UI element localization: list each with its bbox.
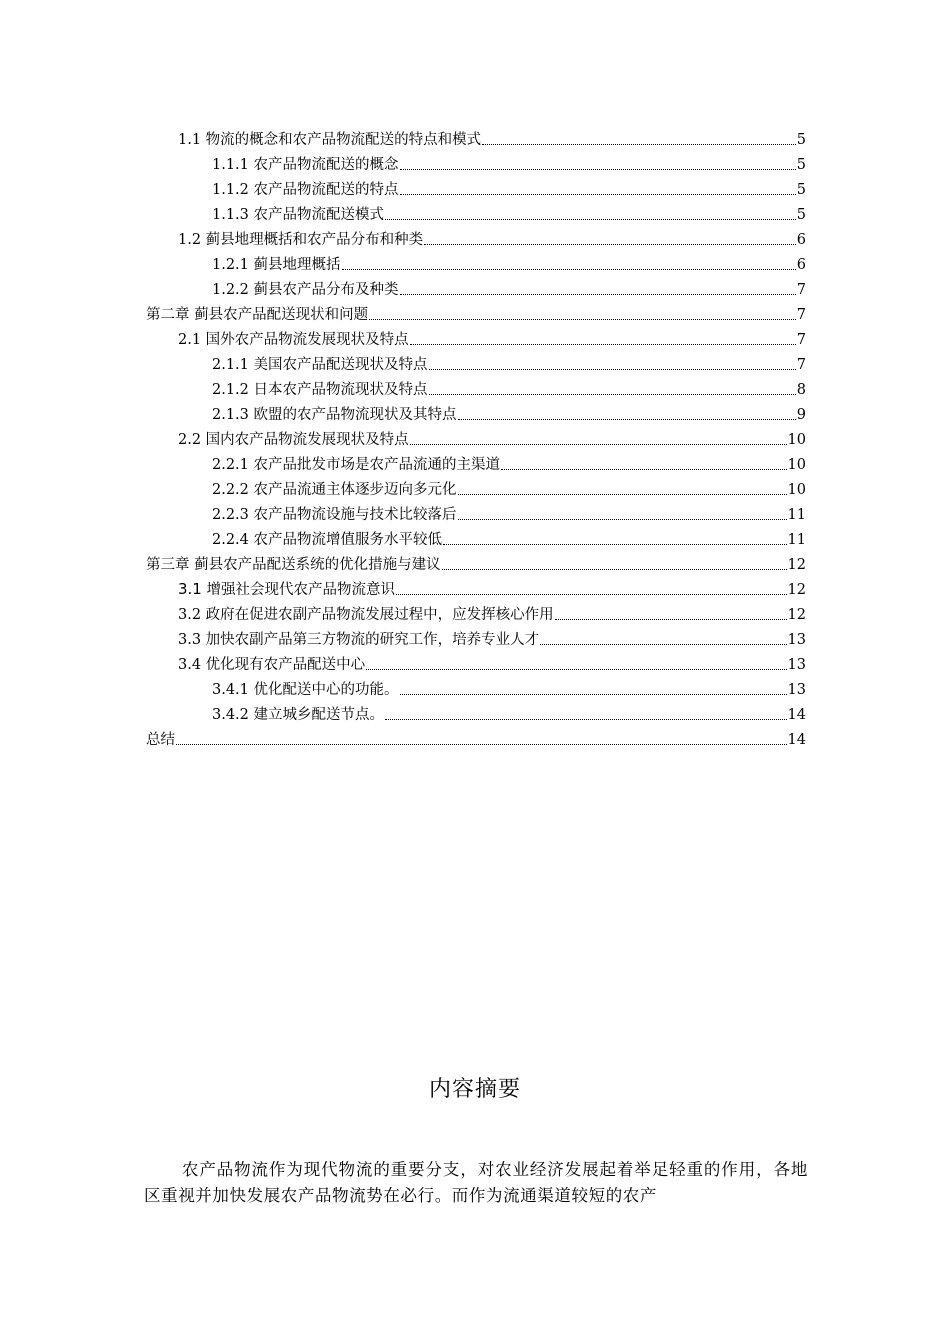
- toc-entry-title: 2.2.3 农产品物流设施与技术比较落后: [212, 507, 457, 523]
- toc-dot-leader: [385, 718, 787, 720]
- toc-page-number: 13: [787, 632, 806, 648]
- toc-entry[interactable]: [0, 574, 950, 599]
- toc-page-number: 11: [787, 507, 806, 523]
- toc-dot-leader: [458, 518, 787, 520]
- toc-entry[interactable]: [0, 399, 950, 424]
- toc-dot-leader: [385, 218, 796, 220]
- toc-page-number: 10: [787, 457, 806, 473]
- toc-dot-leader: [396, 593, 787, 595]
- toc-entry[interactable]: [0, 174, 950, 199]
- toc-page-number: 14: [787, 732, 806, 748]
- toc-page-number: 5: [796, 182, 806, 198]
- toc-entry-line: [212, 681, 950, 699]
- toc-entry[interactable]: [0, 674, 950, 699]
- toc-entry-title: 2.1.2 日本农产品物流现状及特点: [212, 382, 428, 398]
- toc-entry-title: 2.1.1 美国农产品配送现状及特点: [212, 357, 428, 373]
- toc-entry[interactable]: [0, 124, 950, 149]
- toc-entry-line: [178, 656, 950, 674]
- toc-entry-line: [178, 331, 950, 349]
- toc-entry[interactable]: [0, 224, 950, 249]
- toc-entry-line: [212, 156, 950, 174]
- toc-entry[interactable]: [0, 374, 950, 399]
- toc-dot-leader: [366, 668, 786, 670]
- toc-page-number: 9: [796, 407, 806, 423]
- toc-entry[interactable]: [0, 599, 950, 624]
- toc-page-number: 7: [796, 307, 806, 323]
- toc-entry[interactable]: [0, 549, 950, 574]
- toc-entry[interactable]: [0, 249, 950, 274]
- toc-dot-leader: [400, 193, 796, 195]
- toc-entry-title: 1.1.2 农产品物流配送的特点: [212, 182, 399, 198]
- toc-entry-title: 1.2.1 蓟县地理概括: [212, 257, 341, 273]
- toc-page-number: 13: [787, 657, 806, 673]
- toc-dot-leader: [555, 618, 787, 620]
- toc-entry-line: [146, 556, 950, 574]
- toc-page-number: 5: [796, 132, 806, 148]
- toc-entry[interactable]: [0, 499, 950, 524]
- toc-dot-leader: [424, 243, 796, 245]
- toc-entry[interactable]: [0, 349, 950, 374]
- toc-entry-line: [212, 381, 950, 399]
- toc-entry-title: 2.2.1 农产品批发市场是农产品流通的主渠道: [212, 457, 501, 473]
- toc-page-number: 6: [796, 257, 806, 273]
- toc-entry[interactable]: [0, 699, 950, 724]
- toc-entry[interactable]: [0, 149, 950, 174]
- abstract-body: [144, 1157, 808, 1209]
- toc-entry-title: 第二章 蓟县农产品配送现状和问题: [146, 307, 369, 323]
- toc-entry-title: 第三章 蓟县农产品配送系统的优化措施与建议: [146, 557, 441, 573]
- toc-entry-title: 1.2.2 蓟县农产品分布及种类: [212, 282, 399, 298]
- toc-entry[interactable]: [0, 274, 950, 299]
- toc-dot-leader: [458, 418, 796, 420]
- toc-entry[interactable]: [0, 424, 950, 449]
- toc-entry-title: 2.1 国外农产品物流发展现状及特点: [178, 332, 409, 348]
- toc-entry-line: [146, 731, 950, 749]
- toc-entry-line: [212, 281, 950, 299]
- toc-entry[interactable]: [0, 449, 950, 474]
- toc-page-number: 12: [787, 607, 806, 623]
- toc-page-number: 5: [796, 207, 806, 223]
- toc-entry-line: [178, 606, 950, 624]
- table-of-contents: [0, 124, 950, 749]
- toc-entry[interactable]: [0, 724, 950, 749]
- toc-entry-title: 2.1.3 欧盟的农产品物流现状及其特点: [212, 407, 457, 423]
- toc-entry-line: [212, 406, 950, 424]
- toc-entry-title: 2.2.4 农产品物流增值服务水平较低: [212, 532, 443, 548]
- toc-entry-title: 1.2 蓟县地理概括和农产品分布和种类: [178, 232, 424, 248]
- toc-page-number: 14: [787, 707, 806, 723]
- toc-entry-title: 3.4.1 优化配送中心的功能。: [212, 682, 399, 698]
- toc-entry-line: [212, 206, 950, 224]
- toc-entry-title: 1.1 物流的概念和农产品物流配送的特点和模式: [178, 132, 482, 148]
- toc-entry-line: [212, 506, 950, 524]
- toc-page-number: 7: [796, 282, 806, 298]
- toc-page-number: 6: [796, 232, 806, 248]
- toc-entry-line: [178, 580, 950, 599]
- toc-page-number: 8: [796, 382, 806, 398]
- toc-dot-leader: [400, 168, 796, 170]
- toc-entry-line: [212, 481, 950, 499]
- toc-entry-title: 1.1.3 农产品物流配送模式: [212, 207, 385, 223]
- toc-page-number: 7: [796, 332, 806, 348]
- toc-entry-line: [178, 631, 950, 649]
- toc-page-number: 10: [787, 482, 806, 498]
- toc-page-number: 5: [796, 157, 806, 173]
- toc-entry-line: [178, 231, 950, 249]
- toc-entry[interactable]: [0, 324, 950, 349]
- toc-entry-title: 3.2 政府在促进农副产品物流发展过程中，应发挥核心作用: [178, 607, 554, 623]
- toc-dot-leader: [540, 643, 786, 645]
- toc-entry-line: [178, 131, 950, 149]
- toc-page-number: 7: [796, 357, 806, 373]
- toc-entry-line: [146, 306, 950, 324]
- toc-entry-title: 总结: [146, 732, 175, 748]
- toc-dot-leader: [410, 343, 796, 345]
- toc-entry[interactable]: [0, 299, 950, 324]
- toc-entry-line: [212, 531, 950, 549]
- abstract-paragraph: 农产品物流作为现代物流的重要分支，对农业经济发展起着举足轻重的作用，各地区重视并加快发展农产品物流势在必行。而作为流通渠道较短的农产: [144, 1160, 808, 1205]
- toc-entry-title: 3.3 加快农副产品第三方物流的研究工作，培养专业人才: [178, 632, 540, 648]
- toc-page-number: 10: [787, 432, 806, 448]
- toc-entry[interactable]: [0, 474, 950, 499]
- toc-dot-leader: [369, 318, 796, 320]
- toc-entry-title: 2.2.2 农产品流通主体逐步迈向多元化: [212, 482, 457, 498]
- toc-dot-leader: [442, 568, 787, 570]
- toc-dot-leader: [410, 443, 787, 445]
- toc-dot-leader: [400, 693, 787, 695]
- toc-dot-leader: [400, 293, 796, 295]
- toc-page-number: 11: [787, 532, 806, 548]
- toc-dot-leader: [501, 468, 787, 470]
- toc-entry-title: 2.2 国内农产品物流发展现状及特点: [178, 432, 409, 448]
- toc-page-number: 12: [787, 582, 806, 598]
- toc-page-number: 12: [787, 557, 806, 573]
- toc-dot-leader: [429, 368, 796, 370]
- toc-entry-title: 3.4 优化现有农产品配送中心: [178, 657, 366, 673]
- toc-entry-line: [212, 456, 950, 474]
- toc-entry[interactable]: [0, 199, 950, 224]
- toc-dot-leader: [176, 743, 787, 745]
- toc-entry-line: [212, 706, 950, 724]
- toc-entry-line: [212, 356, 950, 374]
- toc-dot-leader: [482, 143, 796, 145]
- toc-entry[interactable]: [0, 524, 950, 549]
- toc-dot-leader: [458, 493, 787, 495]
- toc-entry[interactable]: [0, 649, 950, 674]
- toc-entry-title: 1.1.1 农产品物流配送的概念: [212, 157, 399, 173]
- toc-page-number: 13: [787, 682, 806, 698]
- toc-dot-leader: [443, 543, 787, 545]
- toc-dot-leader: [342, 268, 796, 270]
- toc-entry-line: [178, 431, 950, 449]
- toc-dot-leader: [429, 393, 796, 395]
- toc-entry-title: 3.4.2 建立城乡配送节点。: [212, 707, 385, 723]
- toc-entry-line: [212, 256, 950, 274]
- abstract-title: 内容摘要: [428, 1077, 521, 1102]
- toc-entry-title: 3.1 增强社会现代农产品物流意识: [178, 580, 395, 598]
- toc-entry-line: [212, 181, 950, 199]
- toc-entry[interactable]: [0, 624, 950, 649]
